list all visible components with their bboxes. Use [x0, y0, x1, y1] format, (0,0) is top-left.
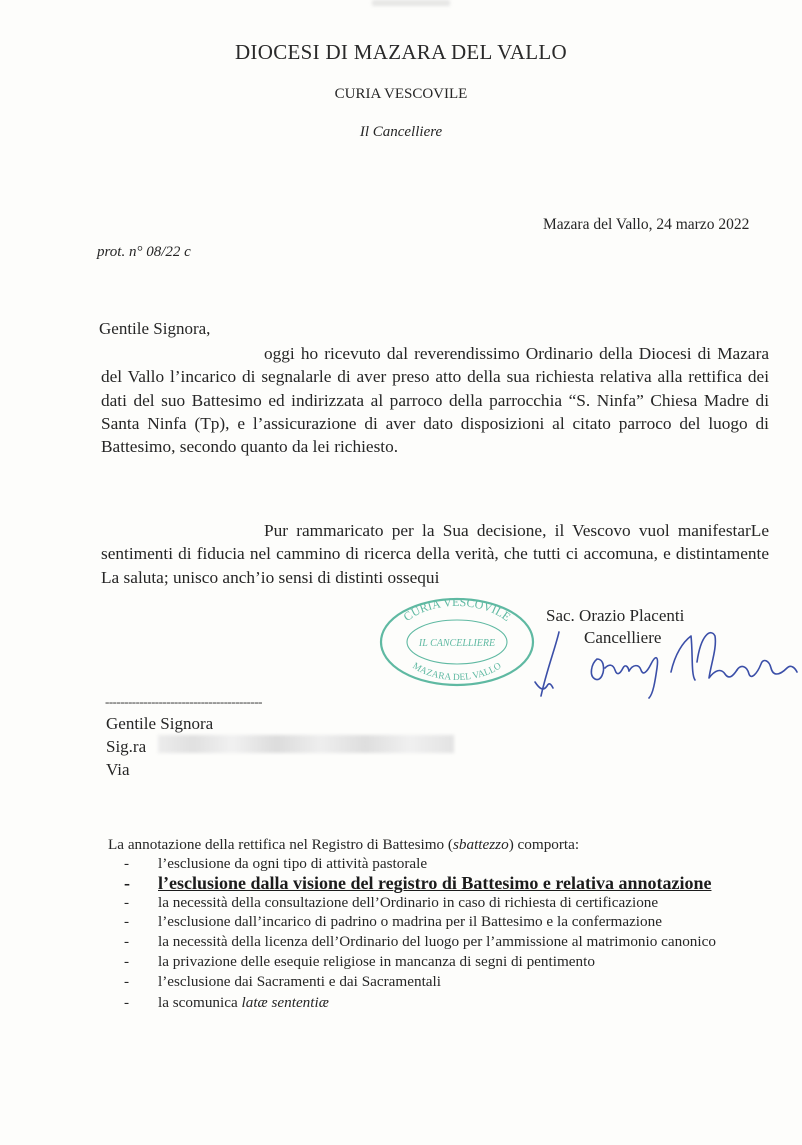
annotation-intro-start: La annotazione della rettifica nel Registro di Battesimo (: [108, 836, 453, 853]
place-date: Mazara del Vallo, 24 marzo 2022: [543, 216, 750, 233]
diocese-heading: DIOCESI DI MAZARA DEL VALLO: [234, 40, 568, 64]
body-paragraph-1: oggi ho ricevuto dal reverendissimo Ordinario della Diocesi di Mazara del Vallo l’incarico di segnalarle di aver preso atto della sua richiesta relativa alla rettifica dei dati del suo Battesimo ed indirizzata al parroco della parrocchia “S. Ninfa” Chiesa Madre di Santa Ninfa (Tp), e l’assicurazione di aver dato disposizioni al citato parroco del luogo di Battesimo, secondo quanto da lei richiesto.: [101, 344, 769, 457]
list-item-text: la necessità della consultazione dell’Ordinario in caso di richiesta di certificazione: [158, 894, 659, 911]
separator-line: -----------------------------------------: [105, 694, 262, 709]
annotation-intro-italic: sbattezzo: [452, 836, 509, 853]
bullet-dash: -: [124, 894, 130, 911]
list-item: [124, 933, 716, 951]
bullet-dash: -: [124, 933, 130, 950]
bullet-dash: -: [124, 913, 130, 930]
redacted-name: [158, 735, 454, 753]
list-item-text-start: la scomunica: [158, 994, 242, 1011]
list-item: [124, 913, 662, 931]
list-item: [124, 894, 658, 912]
list-item: [124, 953, 595, 971]
scan-smudge: [372, 0, 450, 6]
annotation-intro-end: ) comporta:: [508, 836, 580, 853]
recipient-street-prefix: Via: [106, 760, 130, 779]
stamp-top-text: CURIA VESCOVILE: [400, 596, 514, 624]
stamp-center-text: IL CANCELLIERE: [418, 638, 496, 649]
list-item-text: la privazione delle esequie religiose in mancanza di segni di pentimento: [158, 953, 595, 970]
list-item: [124, 855, 427, 873]
salutation: Gentile Signora,: [99, 319, 211, 338]
list-item: [124, 973, 441, 991]
list-item-text: la necessità della licenza dell’Ordinario del luogo per l’ammissione al matrimonio canonico: [158, 933, 716, 950]
recipient-name-prefix: Sig.ra: [106, 737, 147, 756]
list-item-text-italic: latæ sententiæ: [241, 994, 329, 1011]
signatory-title: Cancelliere: [584, 628, 662, 647]
office-heading: Il Cancelliere: [359, 124, 443, 140]
list-item: [124, 994, 329, 1012]
annotation-intro: [108, 836, 579, 854]
list-item-text: l’esclusione dalla visione del registro di Battesimo e relativa annotazione: [158, 873, 712, 893]
bullet-dash: -: [124, 973, 130, 990]
bullet-dash: -: [124, 953, 130, 970]
recipient-greeting: Gentile Signora: [106, 714, 214, 733]
protocol-number: prot. n° 08/22 c: [97, 244, 191, 260]
bullet-dash: -: [124, 873, 130, 893]
handwritten-signature: [525, 624, 800, 702]
list-item-highlighted: [124, 873, 711, 894]
stamp-bottom-text: MAZARA DEL VALLO: [410, 661, 504, 684]
list-item-text: l’esclusione dai Sacramenti e dai Sacramentali: [158, 973, 441, 990]
bullet-dash: -: [124, 855, 130, 872]
curia-stamp: [378, 596, 536, 688]
body-paragraph-2: Pur rammaricato per la Sua decisione, il Vescovo vuol manifestarLe sentimenti di fiducia nel cammino di ricerca della verità, che tutti ci accomuna, e distintamente La saluta; unisco anch’io sensi di distinti ossequi: [101, 521, 769, 587]
signatory-name: Sac. Orazio Placenti: [546, 606, 685, 625]
curia-heading: CURIA VESCOVILE: [334, 86, 468, 102]
list-item-text: l’esclusione dall’incarico di padrino o madrina per il Battesimo e la confermazione: [158, 913, 662, 930]
list-item-text: l’esclusione da ogni tipo di attività pastorale: [158, 855, 428, 872]
bullet-dash: -: [124, 994, 130, 1011]
